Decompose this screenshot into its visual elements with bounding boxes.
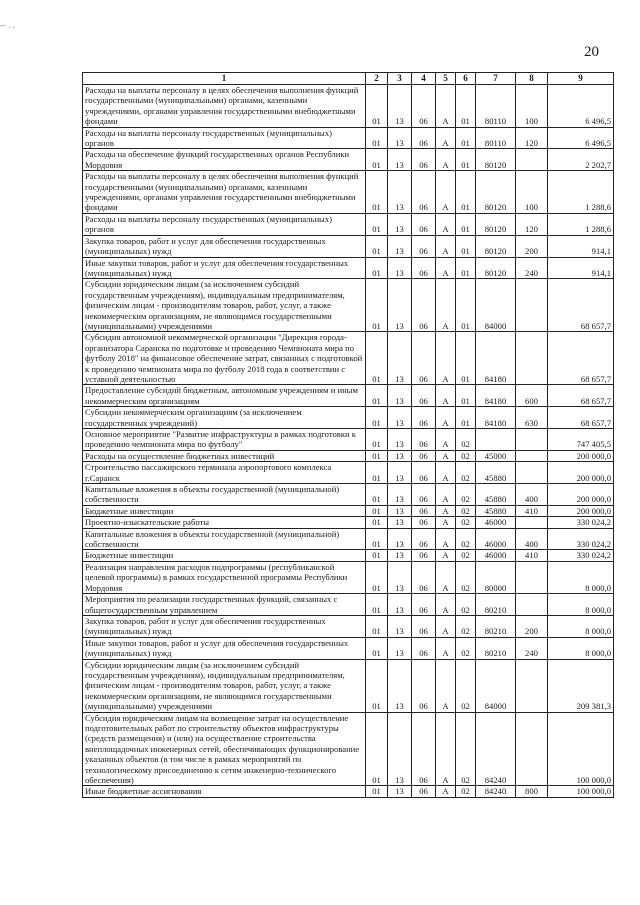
code-cell-c6: 02 — [456, 505, 476, 516]
code-cell-c6: 02 — [456, 429, 476, 451]
code-cell-c3: 13 — [388, 528, 412, 550]
code-cell-c8: 100 — [516, 85, 548, 128]
row-name: Расходы на обеспечение функций государственных органов Республики Мордовия — [83, 149, 366, 171]
code-cell-c4: 06 — [412, 385, 436, 407]
code-cell-c4: 06 — [412, 429, 436, 451]
code-cell-c5: А — [436, 429, 456, 451]
amount-cell: 914,1 — [548, 257, 614, 279]
code-cell-c5: А — [436, 517, 456, 528]
code-cell-c4: 06 — [412, 85, 436, 128]
code-cell-c7: 84180 — [476, 332, 516, 385]
column-header: 8 — [516, 73, 548, 85]
row-name: Капитальные вложения в объекты государственной (муниципальной) собственности — [83, 528, 366, 550]
code-cell-c6: 01 — [456, 149, 476, 171]
code-cell-c3: 13 — [388, 561, 412, 593]
code-cell-c3: 13 — [388, 462, 412, 484]
code-cell-c8: 120 — [516, 213, 548, 235]
code-cell-c7: 80120 — [476, 235, 516, 257]
page-number: 20 — [584, 44, 599, 60]
row-name: Капитальные вложения в объекты государственной (муниципальной) собственности — [83, 484, 366, 506]
amount-cell: 330 024,2 — [548, 517, 614, 528]
row-name: Бюджетные инвестиции — [83, 550, 366, 561]
code-cell-c5: А — [436, 550, 456, 561]
code-cell-c2: 01 — [366, 505, 388, 516]
code-cell-c4: 06 — [412, 171, 436, 214]
code-cell-c3: 13 — [388, 505, 412, 516]
code-cell-c2: 01 — [366, 450, 388, 461]
code-cell-c2: 01 — [366, 637, 388, 659]
code-cell-c3: 13 — [388, 385, 412, 407]
code-cell-c7: 84240 — [476, 786, 516, 797]
code-cell-c3: 13 — [388, 615, 412, 637]
code-cell-c5: А — [436, 505, 456, 516]
table-row — [83, 385, 614, 407]
code-cell-c6: 02 — [456, 484, 476, 506]
code-cell-c7: 84180 — [476, 385, 516, 407]
code-cell-c5: А — [436, 637, 456, 659]
code-cell-c4: 06 — [412, 484, 436, 506]
row-name: Строительство пассажирского терминала аэропортового комплекса г.Саранск — [83, 462, 366, 484]
code-cell-c3: 13 — [388, 517, 412, 528]
code-cell-c2: 01 — [366, 385, 388, 407]
table-row — [83, 462, 614, 484]
code-cell-c8 — [516, 450, 548, 461]
row-name: Расходы на выплаты персоналу государственных (муниципальных) органов — [83, 213, 366, 235]
code-cell-c4: 06 — [412, 332, 436, 385]
code-cell-c2: 01 — [366, 659, 388, 712]
code-cell-c4: 06 — [412, 550, 436, 561]
table-row — [83, 149, 614, 171]
code-cell-c3: 13 — [388, 659, 412, 712]
code-cell-c5: А — [436, 561, 456, 593]
table-row — [83, 517, 614, 528]
code-cell-c8: 100 — [516, 171, 548, 214]
code-cell-c2: 01 — [366, 528, 388, 550]
code-cell-c5: А — [436, 213, 456, 235]
row-name: Субсидии юридическим лицам (за исключением субсидий государственным учреждениям), индивидуальным предпринимателям, физическим лицам - производителям товаров, работ, услуг, а также некоммерческим организациям, не являющимся государственными (муниципальными) учреждениями — [83, 659, 366, 712]
code-cell-c4: 06 — [412, 462, 436, 484]
code-cell-c5: А — [436, 332, 456, 385]
code-cell-c3: 13 — [388, 171, 412, 214]
row-name: Субсидии некоммерческим организациям (за исключением государственных учреждений) — [83, 407, 366, 429]
code-cell-c3: 13 — [388, 550, 412, 561]
amount-cell: 8 000,0 — [548, 615, 614, 637]
code-cell-c6: 01 — [456, 85, 476, 128]
code-cell-c7: 80120 — [476, 257, 516, 279]
row-name: Закупка товаров, работ и услуг для обеспечения государственных (муниципальных) нужд — [83, 615, 366, 637]
table-row — [83, 786, 614, 797]
code-cell-c3: 13 — [388, 332, 412, 385]
code-cell-c4: 06 — [412, 279, 436, 332]
code-cell-c5: А — [436, 171, 456, 214]
amount-cell: 200 000,0 — [548, 505, 614, 516]
table-row — [83, 528, 614, 550]
amount-cell: 330 024,2 — [548, 550, 614, 561]
amount-cell: 8 000,0 — [548, 561, 614, 593]
code-cell-c8 — [516, 149, 548, 171]
code-cell-c3: 13 — [388, 279, 412, 332]
code-cell-c7: 80210 — [476, 615, 516, 637]
code-cell-c6: 02 — [456, 637, 476, 659]
table-row — [83, 279, 614, 332]
code-cell-c4: 06 — [412, 615, 436, 637]
code-cell-c3: 13 — [388, 712, 412, 786]
amount-cell: 330 024,2 — [548, 528, 614, 550]
code-cell-c6: 01 — [456, 171, 476, 214]
code-cell-c5: А — [436, 407, 456, 429]
code-cell-c2: 01 — [366, 712, 388, 786]
code-cell-c8: 800 — [516, 786, 548, 797]
code-cell-c2: 01 — [366, 786, 388, 797]
row-name: Мероприятия по реализации государственных функций, связанных с общегосударственным управлением — [83, 594, 366, 616]
column-header: 1 — [83, 73, 366, 85]
table-row — [83, 235, 614, 257]
row-name: Предоставление субсидий бюджетным, автономным учреждениям и иным некоммерческим организациям — [83, 385, 366, 407]
code-cell-c6: 02 — [456, 528, 476, 550]
table-row — [83, 450, 614, 461]
column-header: 3 — [388, 73, 412, 85]
code-cell-c5: А — [436, 659, 456, 712]
code-cell-c7: 80120 — [476, 149, 516, 171]
code-cell-c7: 84000 — [476, 279, 516, 332]
code-cell-c7 — [476, 429, 516, 451]
row-name: Субсидии юридическим лицам (за исключением субсидий государственным учреждениям), индивидуальным предпринимателям, физическим лицам - производителям товаров, работ, услуг, а также некоммерческим организациям, не являющимся государственными (муниципальными) учреждениями — [83, 279, 366, 332]
code-cell-c3: 13 — [388, 85, 412, 128]
code-cell-c7: 45880 — [476, 484, 516, 506]
code-cell-c8: 400 — [516, 484, 548, 506]
code-cell-c2: 01 — [366, 171, 388, 214]
code-cell-c3: 13 — [388, 637, 412, 659]
table-row — [83, 257, 614, 279]
table-row — [83, 615, 614, 637]
code-cell-c2: 01 — [366, 407, 388, 429]
amount-cell: 100 000,0 — [548, 712, 614, 786]
code-cell-c8: 600 — [516, 385, 548, 407]
code-cell-c3: 13 — [388, 127, 412, 149]
code-cell-c4: 06 — [412, 594, 436, 616]
code-cell-c7: 46000 — [476, 528, 516, 550]
code-cell-c4: 06 — [412, 235, 436, 257]
code-cell-c3: 13 — [388, 149, 412, 171]
code-cell-c4: 06 — [412, 517, 436, 528]
amount-cell: 1 288,6 — [548, 213, 614, 235]
table-row — [83, 85, 614, 128]
column-header: 5 — [436, 73, 456, 85]
code-cell-c8 — [516, 332, 548, 385]
amount-cell: 6 496,5 — [548, 85, 614, 128]
table-header-row — [83, 73, 614, 85]
table-row — [83, 659, 614, 712]
code-cell-c4: 06 — [412, 450, 436, 461]
amount-cell: 68 657,7 — [548, 279, 614, 332]
code-cell-c7: 80110 — [476, 85, 516, 128]
code-cell-c2: 01 — [366, 550, 388, 561]
row-name: Субсидия автономной некоммерческой организации "Дирекция города-организатора Саранска по подготовке и проведению Чемпионата мира по футболу 2018" на финансовое обеспечение затрат, связанных с подготовкой к проведению чемпионата мира по футболу 2018 года в соответствии с уставной деятельностью — [83, 332, 366, 385]
code-cell-c4: 06 — [412, 659, 436, 712]
table-row — [83, 550, 614, 561]
code-cell-c3: 13 — [388, 407, 412, 429]
row-name: Расходы на осуществление бюджетных инвестиций — [83, 450, 366, 461]
code-cell-c2: 01 — [366, 213, 388, 235]
code-cell-c6: 02 — [456, 615, 476, 637]
code-cell-c7: 45000 — [476, 450, 516, 461]
row-name: Закупка товаров, работ и услуг для обеспечения государственных (муниципальных) нужд — [83, 235, 366, 257]
code-cell-c7: 84180 — [476, 407, 516, 429]
code-cell-c6: 02 — [456, 550, 476, 561]
table-row — [83, 127, 614, 149]
code-cell-c4: 06 — [412, 149, 436, 171]
amount-cell: 8 000,0 — [548, 637, 614, 659]
amount-cell: 68 657,7 — [548, 407, 614, 429]
table-row — [83, 712, 614, 786]
code-cell-c5: А — [436, 450, 456, 461]
amount-cell: 747 405,5 — [548, 429, 614, 451]
code-cell-c7: 45880 — [476, 462, 516, 484]
table-row — [83, 594, 614, 616]
code-cell-c6: 02 — [456, 450, 476, 461]
row-name: Проектно-изыскательские работы — [83, 517, 366, 528]
code-cell-c2: 01 — [366, 594, 388, 616]
code-cell-c3: 13 — [388, 235, 412, 257]
column-header: 7 — [476, 73, 516, 85]
amount-cell: 1 288,6 — [548, 171, 614, 214]
code-cell-c8: 410 — [516, 505, 548, 516]
row-name: Расходы на выплаты персоналу государственных (муниципальных) органов — [83, 127, 366, 149]
budget-table — [82, 72, 614, 798]
code-cell-c7: 80210 — [476, 637, 516, 659]
code-cell-c4: 06 — [412, 786, 436, 797]
code-cell-c5: А — [436, 528, 456, 550]
code-cell-c7: 46000 — [476, 550, 516, 561]
code-cell-c5: А — [436, 615, 456, 637]
code-cell-c6: 02 — [456, 462, 476, 484]
code-cell-c2: 01 — [366, 332, 388, 385]
code-cell-c6: 01 — [456, 385, 476, 407]
column-header: 6 — [456, 73, 476, 85]
code-cell-c8 — [516, 561, 548, 593]
code-cell-c2: 01 — [366, 429, 388, 451]
code-cell-c4: 06 — [412, 712, 436, 786]
code-cell-c8 — [516, 594, 548, 616]
code-cell-c5: А — [436, 484, 456, 506]
code-cell-c8 — [516, 279, 548, 332]
code-cell-c2: 01 — [366, 85, 388, 128]
code-cell-c2: 01 — [366, 127, 388, 149]
code-cell-c7: 80110 — [476, 127, 516, 149]
table-row — [83, 429, 614, 451]
code-cell-c8 — [516, 712, 548, 786]
code-cell-c8: 240 — [516, 637, 548, 659]
code-cell-c2: 01 — [366, 462, 388, 484]
code-cell-c8: 120 — [516, 127, 548, 149]
code-cell-c6: 01 — [456, 213, 476, 235]
row-name: Реализация направления расходов подпрограммы (республиканской целевой программы) в рамках государственной программы Республики Мордовия — [83, 561, 366, 593]
amount-cell: 200 000,0 — [548, 450, 614, 461]
table-row — [83, 561, 614, 593]
code-cell-c8 — [516, 462, 548, 484]
table-row — [83, 484, 614, 506]
code-cell-c4: 06 — [412, 407, 436, 429]
row-name: Иные закупки товаров, работ и услуг для обеспечения государственных (муниципальных) нужд — [83, 637, 366, 659]
row-name: Бюджетные инвестиции — [83, 505, 366, 516]
code-cell-c6: 02 — [456, 561, 476, 593]
code-cell-c3: 13 — [388, 786, 412, 797]
code-cell-c8: 200 — [516, 615, 548, 637]
row-name: Расходы на выплаты персоналу в целях обеспечения выполнения функций государственными (муниципальными) органами, казенными учреждениями, органами управления государственными внебюджетными фондами — [83, 85, 366, 128]
amount-cell: 200 000,0 — [548, 484, 614, 506]
code-cell-c7: 46000 — [476, 517, 516, 528]
code-cell-c7: 80120 — [476, 213, 516, 235]
code-cell-c2: 01 — [366, 561, 388, 593]
table-row — [83, 407, 614, 429]
code-cell-c8: 400 — [516, 528, 548, 550]
code-cell-c3: 13 — [388, 257, 412, 279]
amount-cell: 209 381,3 — [548, 659, 614, 712]
code-cell-c8 — [516, 659, 548, 712]
code-cell-c3: 13 — [388, 594, 412, 616]
code-cell-c3: 13 — [388, 213, 412, 235]
code-cell-c2: 01 — [366, 235, 388, 257]
code-cell-c6: 01 — [456, 257, 476, 279]
table-row — [83, 505, 614, 516]
code-cell-c4: 06 — [412, 257, 436, 279]
code-cell-c5: А — [436, 85, 456, 128]
code-cell-c4: 06 — [412, 505, 436, 516]
code-cell-c7: 80210 — [476, 594, 516, 616]
code-cell-c2: 01 — [366, 279, 388, 332]
amount-cell: 200 000,0 — [548, 462, 614, 484]
row-name: Иные закупки товаров, работ и услуг для обеспечения государственных (муниципальных) нужд — [83, 257, 366, 279]
corner-mark: -- . . — [0, 20, 15, 30]
code-cell-c6: 02 — [456, 594, 476, 616]
code-cell-c7: 80120 — [476, 171, 516, 214]
code-cell-c6: 02 — [456, 659, 476, 712]
code-cell-c6: 01 — [456, 332, 476, 385]
code-cell-c5: А — [436, 235, 456, 257]
code-cell-c5: А — [436, 712, 456, 786]
code-cell-c7: 45880 — [476, 505, 516, 516]
code-cell-c4: 06 — [412, 127, 436, 149]
code-cell-c3: 13 — [388, 429, 412, 451]
amount-cell: 100 000,0 — [548, 786, 614, 797]
amount-cell: 6 496,5 — [548, 127, 614, 149]
table-body — [83, 85, 614, 798]
table-row — [83, 171, 614, 214]
code-cell-c6: 01 — [456, 235, 476, 257]
code-cell-c7: 80000 — [476, 561, 516, 593]
code-cell-c8 — [516, 517, 548, 528]
row-name: Иные бюджетные ассигнования — [83, 786, 366, 797]
table-row — [83, 637, 614, 659]
code-cell-c8: 240 — [516, 257, 548, 279]
code-cell-c4: 06 — [412, 561, 436, 593]
code-cell-c4: 06 — [412, 637, 436, 659]
code-cell-c5: А — [436, 257, 456, 279]
table-row — [83, 332, 614, 385]
row-name: Субсидия юридическим лицам на возмещение затрат на осуществление подготовительных работ по строительству объектов инфраструктуры (средств размещения) и (или) на осуществление строительства внеплощадочных инженерных сетей, обеспечивающих функционирование указанных объектов (в том числе в рамках мероприятий по технологическому присоединению к сетям инженерно-технического обеспечения) — [83, 712, 366, 786]
code-cell-c5: А — [436, 279, 456, 332]
code-cell-c2: 01 — [366, 149, 388, 171]
code-cell-c4: 06 — [412, 213, 436, 235]
amount-cell: 914,1 — [548, 235, 614, 257]
code-cell-c5: А — [436, 594, 456, 616]
code-cell-c3: 13 — [388, 484, 412, 506]
code-cell-c2: 01 — [366, 517, 388, 528]
code-cell-c8 — [516, 429, 548, 451]
code-cell-c6: 01 — [456, 279, 476, 332]
amount-cell: 68 657,7 — [548, 385, 614, 407]
column-header: 4 — [412, 73, 436, 85]
amount-cell: 8 000,0 — [548, 594, 614, 616]
code-cell-c6: 02 — [456, 517, 476, 528]
code-cell-c7: 84000 — [476, 659, 516, 712]
code-cell-c8: 200 — [516, 235, 548, 257]
code-cell-c6: 01 — [456, 127, 476, 149]
code-cell-c2: 01 — [366, 257, 388, 279]
code-cell-c5: А — [436, 786, 456, 797]
code-cell-c6: 01 — [456, 407, 476, 429]
column-header: 2 — [366, 73, 388, 85]
code-cell-c5: А — [436, 385, 456, 407]
code-cell-c7: 84240 — [476, 712, 516, 786]
amount-cell: 68 657,7 — [548, 332, 614, 385]
code-cell-c2: 01 — [366, 484, 388, 506]
code-cell-c6: 02 — [456, 712, 476, 786]
code-cell-c5: А — [436, 462, 456, 484]
code-cell-c4: 06 — [412, 528, 436, 550]
table-row — [83, 213, 614, 235]
code-cell-c3: 13 — [388, 450, 412, 461]
code-cell-c5: А — [436, 127, 456, 149]
code-cell-c8: 630 — [516, 407, 548, 429]
code-cell-c6: 02 — [456, 786, 476, 797]
amount-cell: 2 202,7 — [548, 149, 614, 171]
row-name: Расходы на выплаты персоналу в целях обеспечения выполнения функций государственными (муниципальными) органами, казенными учреждениями, органами управления государственными внебюджетными фондами — [83, 171, 366, 214]
column-header: 9 — [548, 73, 614, 85]
code-cell-c8: 410 — [516, 550, 548, 561]
code-cell-c2: 01 — [366, 615, 388, 637]
code-cell-c5: А — [436, 149, 456, 171]
row-name: Основное мероприятие "Развитие инфраструктуры в рамках подготовки к проведению чемпионата мира по футболу" — [83, 429, 366, 451]
